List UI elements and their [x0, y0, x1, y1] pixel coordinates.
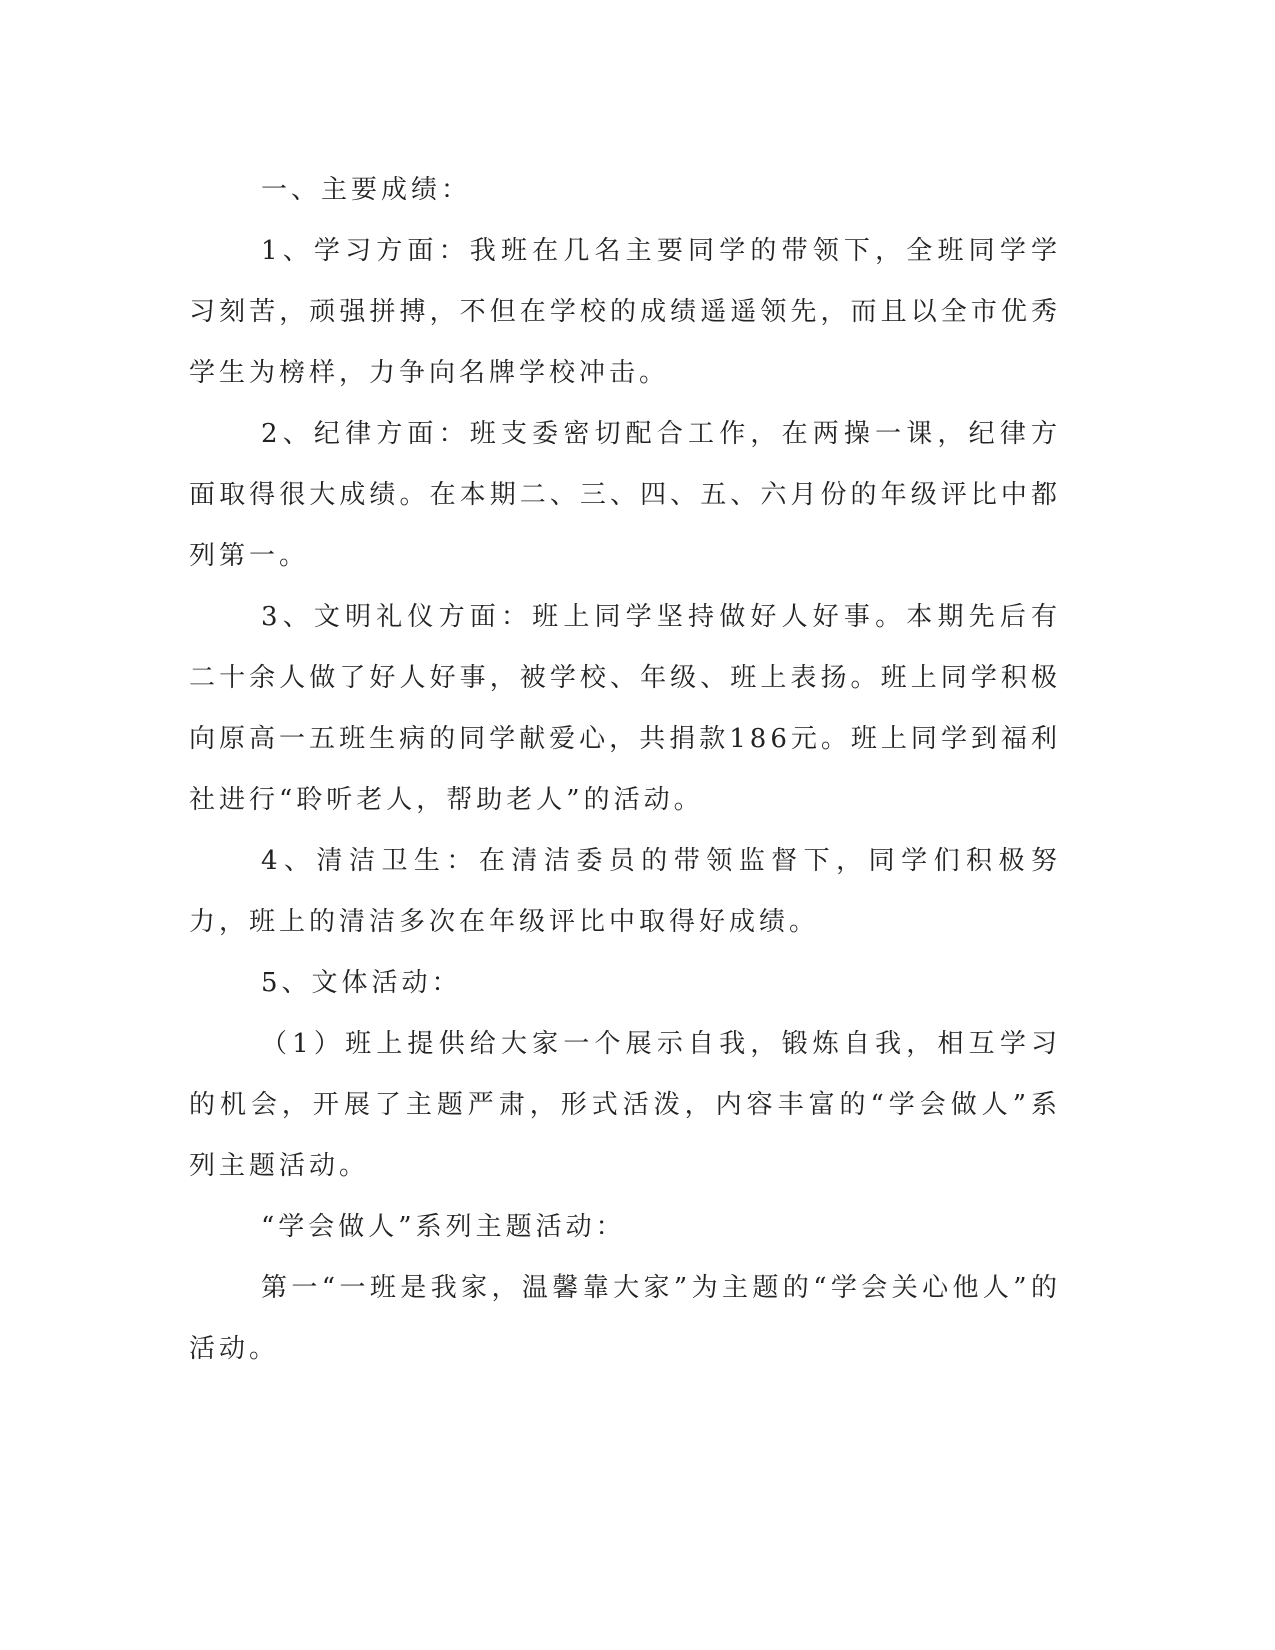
section-heading-main-achievements: 一、主要成绩： [261, 175, 472, 205]
document-body [189, 160, 1061, 1380]
paragraph-study: 1、学习方面：我班在几名主要同学的带领下，全班同学学习刻苦，顽强拼搏，不但在学校的成绩遥遥领先，而且以全市优秀学生为榜样，力争向名牌学校冲击。 [189, 236, 1061, 388]
paragraph-etiquette: 3、文明礼仪方面：班上同学坚持做好人好事。本期先后有二十余人做了好人好事，被学校、年级、班上表扬。班上同学积极向原高一五班生病的同学献爱心，共捐款186元。班上同学到福利社进行“聆听老人，帮助老人”的活动。 [189, 602, 1061, 815]
paragraph-sports-activities-item-1: （1）班上提供给大家一个展示自我，锻炼自我，相互学习的机会，开展了主题严肃，形式活泼，内容丰富的“学会做人”系列主题活动。 [189, 1029, 1061, 1181]
paragraph-theme-series-first: 第一“一班是我家，温馨靠大家”为主题的“学会关心他人”的活动。 [189, 1273, 1061, 1364]
paragraph-discipline: 2、纪律方面：班支委密切配合工作，在两操一课，纪律方面取得很大成绩。在本期二、三、四、五、六月份的年级评比中都列第一。 [189, 419, 1061, 571]
paragraph-theme-series-heading: “学会做人”系列主题活动： [261, 1212, 626, 1242]
paragraph-sports-activities-heading: 5、文体活动： [261, 968, 462, 998]
paragraph-cleaning: 4、清洁卫生：在清洁委员的带领监督下，同学们积极努力，班上的清洁多次在年级评比中取得好成绩。 [189, 846, 1061, 937]
